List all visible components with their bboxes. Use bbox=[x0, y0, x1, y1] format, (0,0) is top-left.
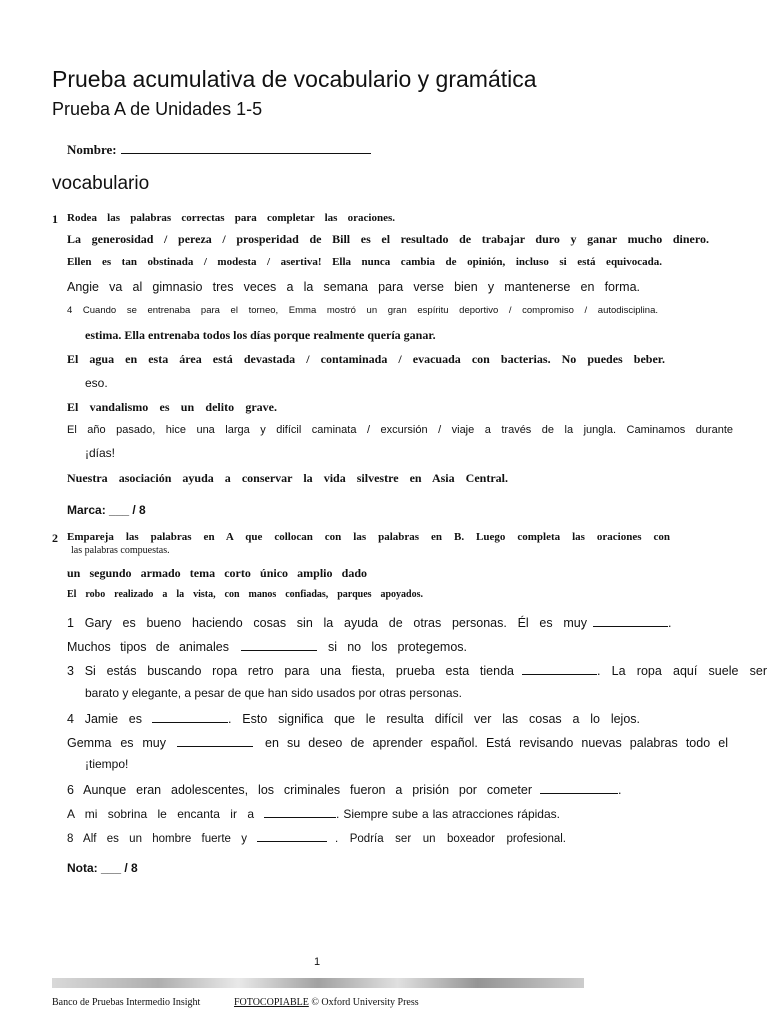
exercise2-word-bank: un segundo armado tema corto único amplio dado bbox=[67, 566, 367, 580]
page-number: 1 bbox=[314, 956, 321, 968]
footer-right bbox=[234, 997, 419, 1008]
exercise1-line-1: La generosidad / pereza / prosperidad de Bill es el resultado de trabajar duro y ganar mucho dinero. bbox=[67, 232, 709, 246]
answer-blank-3[interactable] bbox=[522, 662, 597, 675]
exercise2-sentence-8 bbox=[67, 829, 566, 845]
exercise2-s8-b: . Podría ser un boxeador profesional. bbox=[335, 833, 566, 845]
name-label: Nombre: bbox=[67, 142, 117, 157]
exercise2-sentence-1: 1 Gary es bueno haciendo cosas sin la ayuda de otras personas. Él es muy . bbox=[67, 616, 672, 630]
exercise2-sentence-4 bbox=[67, 710, 640, 726]
answer-blank-5[interactable] bbox=[177, 734, 253, 747]
exercise2-s1-text: 1 Gary es bueno haciendo cosas sin la ayuda de otras personas. Él es muy bbox=[67, 616, 587, 630]
page-title: Prueba acumulativa de vocabulario y gramática bbox=[52, 66, 537, 92]
exercise1-line-6: El agua en esta área está devastada / contaminada / evacuada con bacterias. No puedes beber. bbox=[67, 352, 665, 366]
exercise2-s4-b: . Esto significa que le resulta difícil ver las cosas a lo lejos. bbox=[228, 712, 640, 726]
exercise2-sentence-7 bbox=[67, 805, 560, 821]
footer-copyright: © Oxford University Press bbox=[311, 997, 419, 1008]
name-field bbox=[67, 142, 371, 158]
exercise1-line-10: ¡días! bbox=[85, 446, 116, 460]
exercise1-line-8: El vandalismo es un delito grave. bbox=[67, 400, 277, 414]
footer-band bbox=[52, 978, 584, 988]
exercise2-s5-c: ¡tiempo! bbox=[85, 757, 129, 771]
exercise2-instruction-cont: las palabras compuestas. bbox=[71, 545, 170, 556]
exercise2-sentence-2 bbox=[67, 638, 467, 654]
answer-blank-8[interactable] bbox=[257, 829, 327, 842]
exercise2-example: El robo realizado a la vista, con manos confiadas, parques apoyados. bbox=[67, 589, 423, 600]
exercise1-line-11: Nuestra asociación ayuda a conservar la vida silvestre en Asia Central. bbox=[67, 471, 508, 485]
exercise2-score: Nota: ___ / 8 bbox=[67, 861, 138, 875]
exercise2-s3-b: . La ropa aquí suele ser bbox=[597, 664, 767, 678]
exercise1-line-5: estima. Ella entrenaba todos los días porque realmente quería ganar. bbox=[85, 328, 436, 342]
exercise2-s6-a: 6 Aunque eran adolescentes, los criminales fueron a prisión por cometer bbox=[67, 783, 532, 797]
exercise1-line-2: Ellen es tan obstinada / modesta / asertiva! Ella nunca cambia de opinión, incluso si está equivocada. bbox=[67, 256, 662, 268]
exercise2-s2-b: si no los protegemos. bbox=[328, 640, 467, 654]
exercise2-s8-a: 8 Alf es un hombre fuerte y bbox=[67, 833, 247, 845]
answer-blank-1[interactable] bbox=[593, 614, 668, 627]
exercise2-s7-a: A mi sobrina le encanta ir a bbox=[67, 807, 254, 821]
exercise2-s3-a: 3 Si estás buscando ropa retro para una fiesta, prueba esta tienda bbox=[67, 664, 514, 678]
answer-blank-2[interactable] bbox=[241, 638, 317, 651]
exercise1-line-9: El año pasado, hice una larga y difícil caminata / excursión / viaje a través de la jungla. Caminamos durante bbox=[67, 424, 733, 436]
exercise2-s7-b: . Siempre sube a las atracciones rápidas. bbox=[336, 807, 560, 821]
page-subtitle: Prueba A de Unidades 1-5 bbox=[52, 99, 263, 119]
exercise2-instruction: Empareja las palabras en A que collocan con las palabras en B. Luego completa las oraciones con bbox=[67, 531, 670, 543]
exercise2-sentence-5 bbox=[67, 734, 728, 750]
exercise2-s4-a: 4 Jamie es bbox=[67, 712, 142, 726]
exercise2-sentence-3 bbox=[67, 662, 767, 678]
exercise1-line-7: eso. bbox=[85, 376, 108, 390]
exercise2-s3-c: barato y elegante, a pesar de que han sido usados por otras personas. bbox=[85, 686, 462, 700]
answer-blank-4[interactable] bbox=[152, 710, 228, 723]
footer-fotocopiable: FOTOCOPIABLE bbox=[234, 997, 309, 1008]
exercise1-line-4: 4 Cuando se entrenaba para el torneo, Emma mostró un gran espíritu deportivo / compromiso / autodisciplina. bbox=[67, 305, 658, 316]
exercise1-instruction: Rodea las palabras correctas para completar las oraciones. bbox=[67, 212, 395, 224]
exercise2-s2-a: Muchos tipos de animales bbox=[67, 640, 229, 654]
footer-left: Banco de Pruebas Intermedio Insight bbox=[52, 997, 201, 1008]
exercise2-s5-b: en su deseo de aprender español. Está revisando nuevas palabras todo el bbox=[265, 736, 728, 750]
exercise1-number: 1 bbox=[52, 212, 58, 226]
exercise2-sentence-6: 6 Aunque eran adolescentes, los criminales fueron a prisión por cometer . bbox=[67, 783, 622, 797]
answer-blank-7[interactable] bbox=[264, 805, 336, 818]
name-blank bbox=[121, 142, 371, 154]
exercise2-s5-a: Gemma es muy bbox=[67, 736, 166, 750]
answer-blank-6[interactable] bbox=[540, 781, 618, 794]
exercise1-score: Marca: ___ / 8 bbox=[67, 503, 146, 517]
exercise2-number: 2 bbox=[52, 531, 58, 545]
exercise1-line-3: Angie va al gimnasio tres veces a la semana para verse bien y mantenerse en forma. bbox=[67, 280, 640, 294]
section-title: vocabulario bbox=[52, 173, 150, 194]
